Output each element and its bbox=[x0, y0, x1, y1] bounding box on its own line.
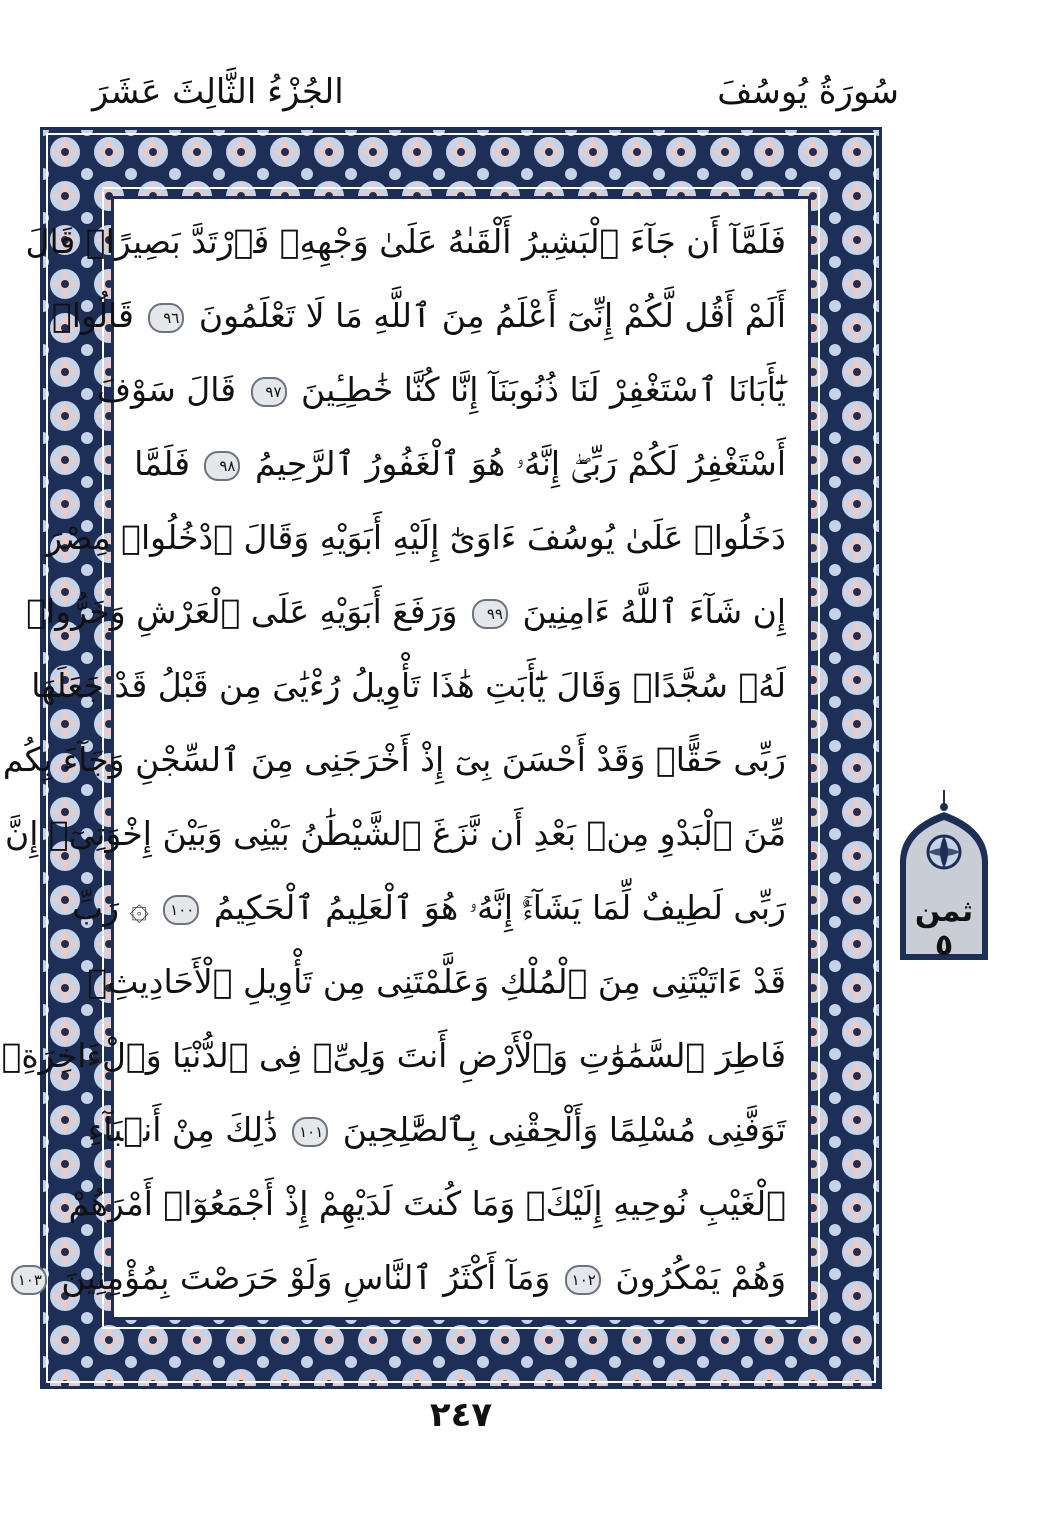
verse-line bbox=[51, 283, 786, 349]
verse-text: وَهُمْ يَمْكُرُونَ bbox=[615, 1258, 786, 1297]
verse-text: ۞ رَبِّ bbox=[72, 888, 149, 927]
verse-line bbox=[136, 431, 786, 497]
verse-lines bbox=[1, 209, 786, 1311]
page-number: ٢٤٧ bbox=[429, 1395, 493, 1435]
verse-line bbox=[1, 1023, 786, 1089]
verse-text: وَمَآ أَكْثَرُ ٱلنَّاسِ وَلَوْ حَرَصْتَ بِمُؤْمِنِينَ bbox=[61, 1258, 551, 1297]
verse-text: ذَٰلِكَ مِنْ أَنۢبَآءِ bbox=[87, 1110, 278, 1149]
verse-text: مِّنَ ٱلْبَدْوِ مِنۢ بَعْدِ أَن نَّزَغَ ٱلشَّيْطَٰنُ بَيْنِى وَبَيْنَ إِخْوَتِىٓۚ إِنَّ bbox=[4, 814, 786, 853]
verse-text: قَالُوا۟ bbox=[51, 296, 134, 335]
ayah-number-marker: ٩٨ bbox=[204, 451, 240, 481]
verse-line bbox=[17, 1245, 786, 1311]
surah-title: سُورَةُ يُوسُفَ bbox=[717, 72, 899, 112]
ayah-number-marker: ١٠٠ bbox=[163, 895, 199, 925]
verse-line bbox=[2, 727, 786, 793]
verse-line bbox=[46, 505, 786, 571]
verse-line bbox=[87, 949, 786, 1015]
verse-text: فَاطِرَ ٱلسَّمَٰوَٰتِ وَٱلْأَرْضِ أَنتَ وَلِىِّۦ فِى ٱلدُّنْيَا وَٱلْءَاخِرَةِۖ bbox=[1, 1036, 786, 1075]
ayah-number-marker: ٩٩ bbox=[472, 599, 508, 629]
juz-title: الجُزْءُ الثَّالِثَ عَشَرَ bbox=[92, 72, 344, 112]
verse-text-box bbox=[1, 196, 811, 1320]
verse-text: وَرَفَعَ أَبَوَيْهِ عَلَى ٱلْعَرْشِ وَخَرُّوا۟ bbox=[26, 592, 458, 631]
verse-line bbox=[25, 209, 786, 275]
verse-text: فَلَمَّا bbox=[134, 444, 190, 483]
verse-text: أَسْتَغْفِرُ لَكُمْ رَبِّىٓۖ إِنَّهُۥ هُوَ ٱلْغَفُورُ ٱلرَّحِيمُ bbox=[254, 444, 786, 483]
verse-text: يَٰٓأَبَانَا ٱسْتَغْفِرْ لَنَا ذُنُوبَنَآ إِنَّا كُنَّا خَٰطِـِٔينَ bbox=[301, 370, 786, 409]
ayah-number-marker: ١٠٢ bbox=[565, 1265, 601, 1295]
verse-text: قَدْ ءَاتَيْتَنِى مِنَ ٱلْمُلْكِ وَعَلَّمْتَنِى مِن تَأْوِيلِ ٱلْأَحَادِيثِۚ bbox=[87, 962, 786, 1001]
verse-text: تَوَفَّنِى مُسْلِمًا وَأَلْحِقْنِى بِٱلصَّٰلِحِينَ bbox=[342, 1110, 786, 1149]
verse-text: رَبِّى حَقًّاۖ وَقَدْ أَحْسَنَ بِىٓ إِذْ أَخْرَجَنِى مِنَ ٱلسِّجْنِ وَجَآءَ بِكُم bbox=[2, 740, 786, 779]
ayah-number-marker: ٩٦ bbox=[148, 303, 184, 333]
ornamental-frame bbox=[1, 127, 882, 1389]
verse-line bbox=[87, 1097, 786, 1163]
thumn-marker bbox=[894, 790, 994, 970]
verse-line bbox=[31, 653, 786, 719]
thumn-label: ثمن bbox=[914, 894, 974, 929]
verse-line bbox=[68, 1171, 786, 1237]
verse-line bbox=[96, 357, 786, 423]
verse-text: فَلَمَّآ أَن جَآءَ ٱلْبَشِيرُ أَلْقَىٰهُ عَلَىٰ وَجْهِهِۦ فَٱرْتَدَّ بَصِيرًاۖ قَالَ bbox=[25, 222, 786, 261]
ayah-number-marker: ٩٧ bbox=[251, 377, 287, 407]
ayah-number-marker: ١٠١ bbox=[292, 1117, 328, 1147]
verse-text: ٱلْغَيْبِ نُوحِيهِ إِلَيْكَۖ وَمَا كُنتَ لَدَيْهِمْ إِذْ أَجْمَعُوٓا۟ أَمْرَهُمْ bbox=[68, 1184, 786, 1223]
verse-line bbox=[4, 801, 786, 867]
verse-line bbox=[26, 579, 786, 645]
ayah-number-marker: ١٠٣ bbox=[11, 1265, 47, 1295]
verse-line bbox=[72, 875, 786, 941]
verse-text: أَلَمْ أَقُل لَّكُمْ إِنِّىٓ أَعْلَمُ مِنَ ٱللَّهِ مَا لَا تَعْلَمُونَ bbox=[198, 296, 786, 335]
verse-text: إِن شَآءَ ٱللَّهُ ءَامِنِينَ bbox=[522, 592, 786, 631]
verse-text: دَخَلُوا۟ عَلَىٰ يُوسُفَ ءَاوَىٰٓ إِلَيْهِ أَبَوَيْهِ وَقَالَ ٱدْخُلُوا۟ مِصْرَ bbox=[46, 518, 786, 557]
thumn-number: ٥ bbox=[934, 928, 954, 963]
verse-text: لَهُۥ سُجَّدًاۖ وَقَالَ يَٰٓأَبَتِ هَٰذَا تَأْوِيلُ رُءْيَٰىَ مِن قَبْلُ قَدْ جَعَلَهَا bbox=[31, 666, 786, 705]
verse-text: رَبِّى لَطِيفٌ لِّمَا يَشَآءُۚ إِنَّهُۥ هُوَ ٱلْعَلِيمُ ٱلْحَكِيمُ bbox=[213, 888, 786, 927]
verse-text: قَالَ سَوْفَ bbox=[96, 370, 237, 409]
